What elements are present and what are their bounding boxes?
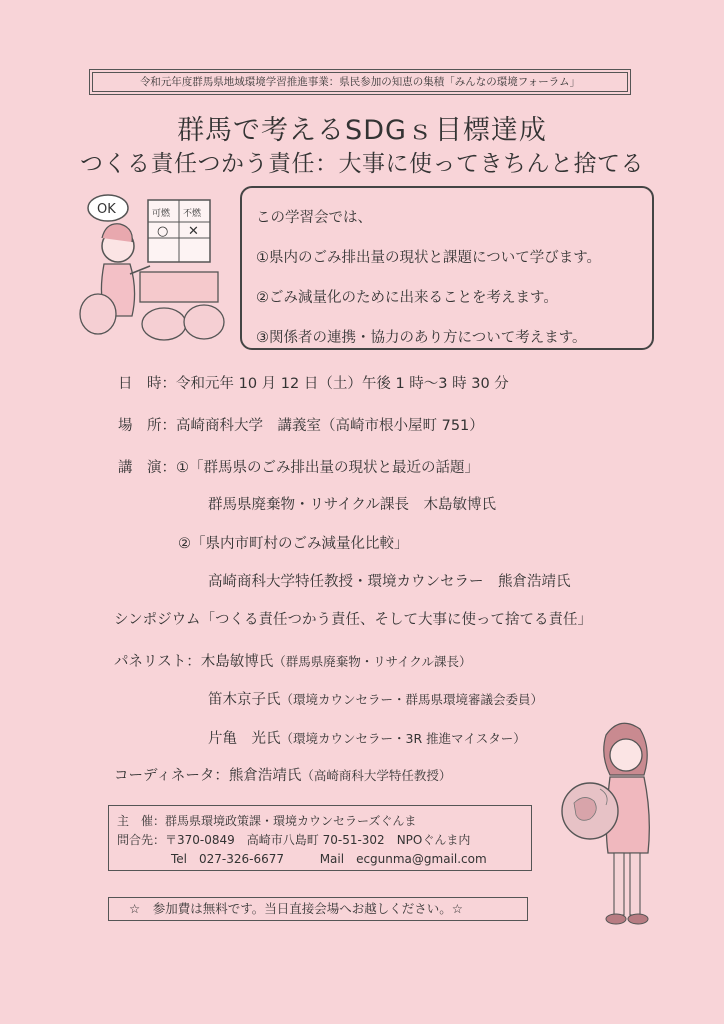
lecture-1-speaker: 群馬県廃棄物・リサイクル課長 木島敏博氏	[208, 497, 496, 513]
event-banner: 令和元年度群馬県地域環境学習推進事業：県民参加の知恵の集積「みんなの環境フォーラム」	[92, 72, 628, 92]
panelist-note: （群馬県廃棄物・リサイクル課長）	[273, 654, 472, 669]
intro-item: ②ごみ減量化のために出来ることを考えます。	[256, 290, 558, 306]
contact-box	[108, 805, 532, 871]
email-address[interactable]: Mail ecgunma@gmail.com	[319, 852, 487, 866]
trash-sorting-illustration	[76, 186, 236, 346]
fee-notice: ☆ 参加費は無料です。当日直接会場へお越しください。☆	[108, 897, 528, 921]
panelist-row	[208, 688, 543, 709]
page-title: 群馬で考えるSDGｓ目標達成	[177, 115, 547, 146]
event-place: 場 所：高崎商科大学 講義室（高崎市根小屋町 751）	[118, 418, 484, 434]
panelist-note: （環境カウンセラー・3R 推進マイスター）	[280, 731, 526, 746]
coordinator-row	[114, 764, 451, 785]
girl-head	[610, 739, 642, 771]
panelist-note: （環境カウンセラー・群馬県環境審議会委員）	[280, 692, 544, 707]
lecture-2-speaker: 高崎商科大学特任教授・環境カウンセラー 熊倉浩靖氏	[208, 574, 571, 590]
girl-with-globe-illustration	[560, 715, 670, 930]
panelist-name: 木島敏博氏	[200, 654, 274, 670]
symposium-title: シンポジウム「つくる責任つかう責任、そして大事に使って捨てる責任」	[114, 612, 592, 628]
board-mark-circle: ○	[157, 224, 169, 239]
trash-box	[140, 272, 218, 302]
lecture-2-title: ②「県内市町村のごみ減量化比較」	[178, 536, 409, 552]
board-label-nonburnable: 不燃	[183, 209, 202, 219]
panelist-row	[114, 650, 471, 671]
trash-bag-icon	[80, 294, 116, 334]
panelist-name: 笛木京子氏	[208, 692, 281, 708]
board-label-burnable: 可燃	[152, 209, 171, 219]
coordinator-note: （高崎商科大学特任教授）	[301, 768, 452, 783]
panelist-row	[208, 727, 526, 748]
panelist-label: パネリスト：	[114, 654, 201, 670]
intro-item: ①県内のごみ排出量の現状と課題について学びます。	[256, 250, 602, 266]
lecture-1-title: 講 演：①「群馬県のごみ排出量の現状と最近の話題」	[118, 460, 479, 476]
board-mark-cross: ✕	[188, 224, 199, 239]
event-datetime: 日 時：令和元年 10 月 12 日（土）午後 1 時～3 時 30 分	[118, 376, 509, 392]
phone-number: Tel 027-326-6677	[171, 852, 285, 866]
coordinator-label: コーディネータ：	[114, 768, 229, 784]
trash-bag-icon	[184, 305, 224, 339]
intro-box	[240, 186, 654, 350]
organizer-line: 主 催：群馬県環境政策課・環境カウンセラーズぐんま	[117, 814, 417, 828]
panelist-name: 片亀 光氏	[208, 731, 281, 747]
intro-item: ③関係者の連携・協力のあり方について考えます。	[256, 330, 587, 346]
page-subtitle: つくる責任つかう責任：大事に使ってきちんと捨てる	[80, 151, 644, 177]
trash-bag-icon	[142, 308, 186, 340]
contact-line: 問合先：〒370-0849 高崎市八島町 70-51-302 NPOぐんま内	[117, 833, 471, 847]
speech-text: OK	[97, 202, 116, 217]
intro-lead: この学習会では、	[256, 210, 372, 226]
coordinator-name: 熊倉浩靖氏	[228, 768, 302, 784]
